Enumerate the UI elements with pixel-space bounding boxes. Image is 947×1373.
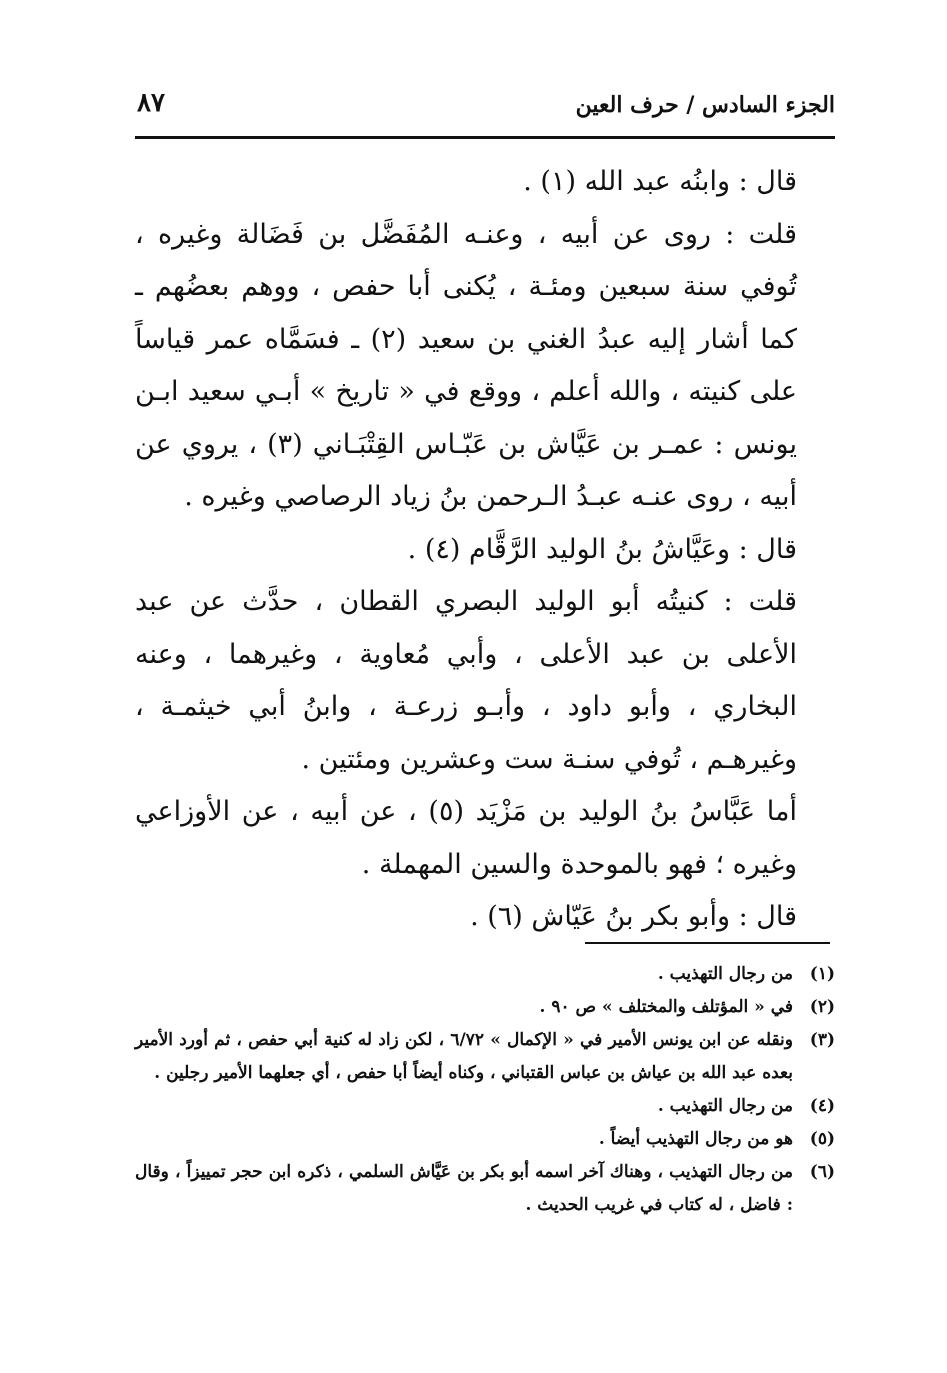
paragraph-2: قلت : روى عن أبيه ، وعنـه المُفَضَّل بن فَضَالة وغيره ، تُوفي سنة سبعين ومئـة ، يُكنى أبا حفص ، ووهم بعضُهم ـ كما أشار إليه عبدُ الغني بن سعيد (٢) ـ فسَمَّاه عمر قياساً على كنيته ، والله أعلم ، ووقع في « تاريخ » أبـي سعيد ابـن يونس : عمـر بن عَيَّاش بن عَبّـاس القِتْبَـاني (٣) ، يروي عن أبيه ، روى عنـه عبـدُ الـرحمن بنُ زياد الرصاصي وغيره . bbox=[135, 218, 797, 512]
footnote-rule bbox=[585, 942, 830, 944]
paragraph-6: قال : وأبو بكر بنُ عَيّاش (٦) . bbox=[470, 901, 797, 932]
footnote-number: (٤) bbox=[809, 1096, 835, 1116]
footnote-text: من رجال التهذيب ، وهناك آخر اسمه أبو بكر بن عَيَّاش السلمي ، ذكره ابن حجر تمييزاً ، وقال : فاضل ، له كتاب في غريب الحديث . bbox=[135, 1162, 793, 1215]
footnote-text: هو من رجال التهذيب أيضاً . bbox=[598, 1129, 793, 1149]
page-header bbox=[135, 88, 835, 128]
footnote-text: من رجال التهذيب . bbox=[657, 1096, 793, 1116]
paragraph-4: قلت : كنيتُه أبو الوليد البصري القطان ، حدَّث عن عبد الأعلى بن عبد الأعلى ، وأبي مُعاوية ، وغيرهما ، وعنه البخاري ، وأبو داود ، وأبـو زرعـة ، وابنُ أبي خيثمـة ، وغيرهـم ، تُوفي سنـة ست وعشرين ومئتين . bbox=[135, 586, 797, 775]
paragraph-5: أما عَبَّاسُ بنُ الوليد بن مَزْيَد (٥) ، عن أبيه ، عن الأوزاعي وغيره ؛ فهو بالموحدة والسين المهملة . bbox=[135, 796, 797, 880]
footnote-6 bbox=[135, 1156, 835, 1222]
footnote-text: من رجال التهذيب . bbox=[657, 964, 793, 984]
paragraph-3: قال : وعَيَّاشُ بنُ الوليد الرَّقَّام (٤) . bbox=[407, 533, 797, 565]
footnote-number: (٦) bbox=[809, 1162, 835, 1182]
page-number: ٨٧ bbox=[137, 88, 165, 118]
footnote-1 bbox=[135, 958, 835, 991]
footnote-number: (١) bbox=[809, 964, 835, 984]
header-rule bbox=[135, 136, 835, 139]
footnote-5 bbox=[135, 1123, 835, 1156]
footnotes bbox=[135, 958, 835, 1222]
running-title: الجزء السادس / حرف العين bbox=[575, 92, 835, 118]
footnote-text: في « المؤتلف والمختلف » ص ٩٠ . bbox=[539, 997, 793, 1017]
footnote-4 bbox=[135, 1090, 835, 1123]
main-text bbox=[135, 156, 835, 944]
footnote-2 bbox=[135, 991, 835, 1024]
footnote-3 bbox=[135, 1024, 835, 1090]
footnote-number: (٥) bbox=[809, 1129, 835, 1149]
footnote-number: (٣) bbox=[809, 1030, 835, 1050]
footnote-text: ونقله عن ابن يونس الأمير في « الإكمال » ٦/٧٢ ، لكن زاد له كنية أبي حفص ، ثم أورد الأمير بعده عبد الله بن عياش بن عباس القتباني ، وكناه أيضاً أبا حفص ، أي جعلهما الأمير رجلين . bbox=[135, 1030, 793, 1083]
footnote-number: (٢) bbox=[809, 997, 835, 1017]
paragraph-1: قال : وابنُه عبد الله (١) . bbox=[523, 166, 797, 197]
